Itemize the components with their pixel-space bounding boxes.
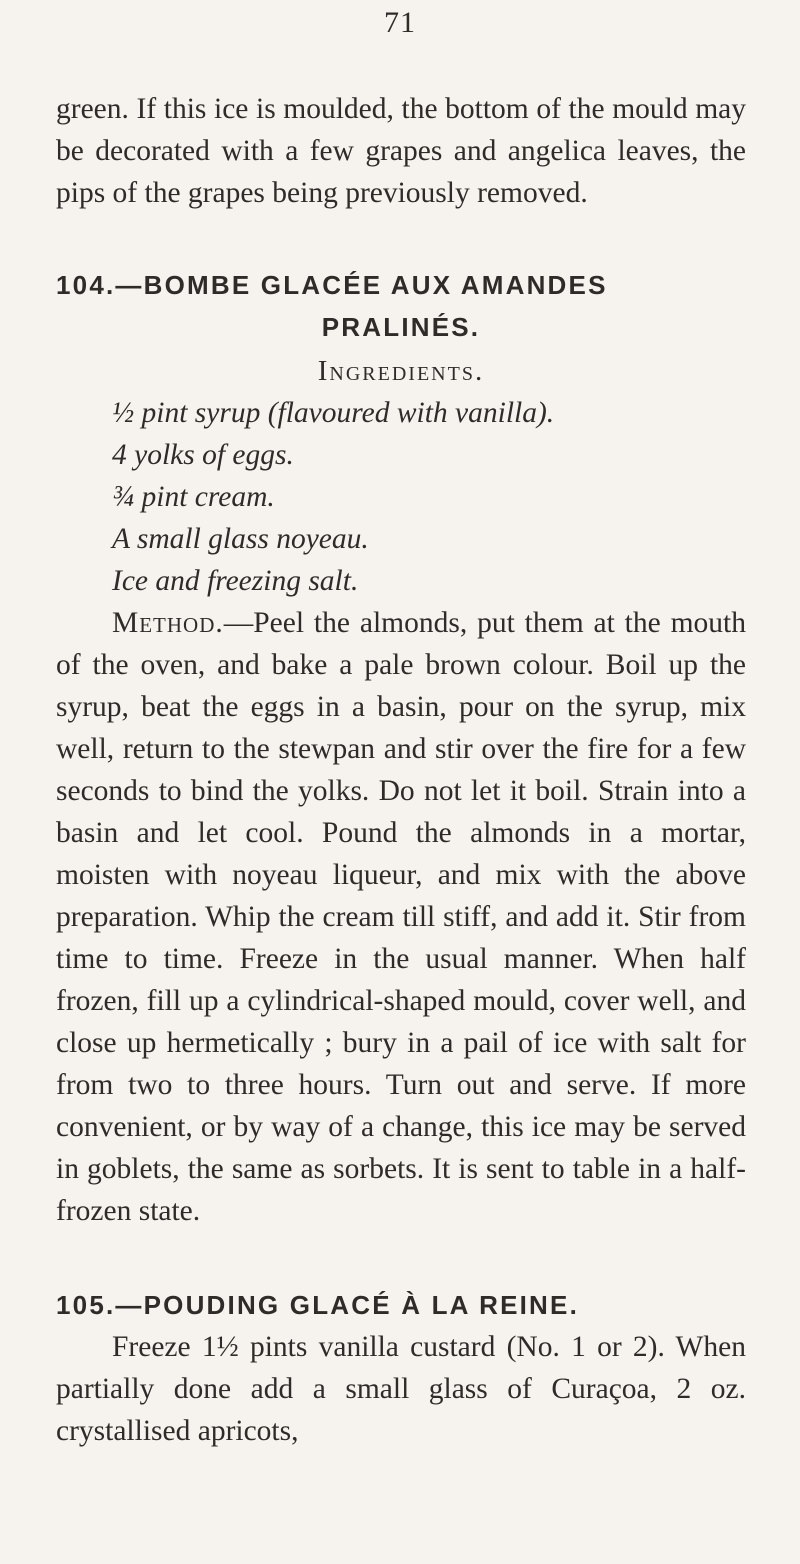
ingredient-item: ½ pint syrup (flavoured with vanilla). xyxy=(112,397,555,429)
recipe-105-text: Freeze 1½ pints vanilla custard (No. 1 or 2). When partially done add a small glass of Curaçoa, 2 oz. crystallised apricots, xyxy=(56,1331,746,1447)
ingredient-item: Ice and freezing salt. xyxy=(112,565,359,597)
ingredient-item: 4 yolks of eggs. xyxy=(112,439,294,471)
method-paragraph xyxy=(56,602,746,1232)
page-content xyxy=(56,88,746,1452)
recipe-105 xyxy=(56,1284,746,1452)
ingredients-list xyxy=(56,392,746,602)
method-text: —Peel the almonds, put them at the mouth of the oven, and bake a pale brown colour. Boil up the syrup, beat the eggs in a basin, pour on the syrup, mix well, return to the stewpan and stir over the fire for a few seconds to bind the yolks. Do not let it boil. Strain into a basin and let cool. Pound the almonds in a mortar, moisten with noyeau liqueur, and mix with the above preparation. Whip the cream till stiff, and add it. Stir from time to time. Freeze in the usual manner. When half frozen, fill up a cylindrical-shaped mould, cover well, and close up hermetically ; bury in a pail of ice with salt for from two to three hours. Turn out and serve. If more convenient, or by way of a change, this ice may be served in goblets, the same as sorbets. It is sent to table in a half-frozen state. xyxy=(56,607,746,1227)
ingredients-heading: Ingredients. xyxy=(317,355,485,387)
intro-paragraph: green. If this ice is moulded, the bottom of the mould may be decorated with a few grapes and angelica leaves, the pips of the grapes being previously removed. xyxy=(56,93,746,209)
page-number: 71 xyxy=(384,6,416,39)
method-label: Method. xyxy=(112,607,224,639)
recipe-104 xyxy=(56,264,746,1232)
recipe-104-title-line-1: 104.—BOMBE GLACÉE AUX AMANDES xyxy=(56,270,608,300)
recipe-105-title: 105.—POUDING GLACÉ À LA REINE. xyxy=(56,1290,579,1320)
ingredient-item: ¾ pint cream. xyxy=(112,481,275,513)
recipe-104-title-line-2: PRALINÉS. xyxy=(321,312,481,342)
ingredient-item: A small glass noyeau. xyxy=(112,523,369,555)
